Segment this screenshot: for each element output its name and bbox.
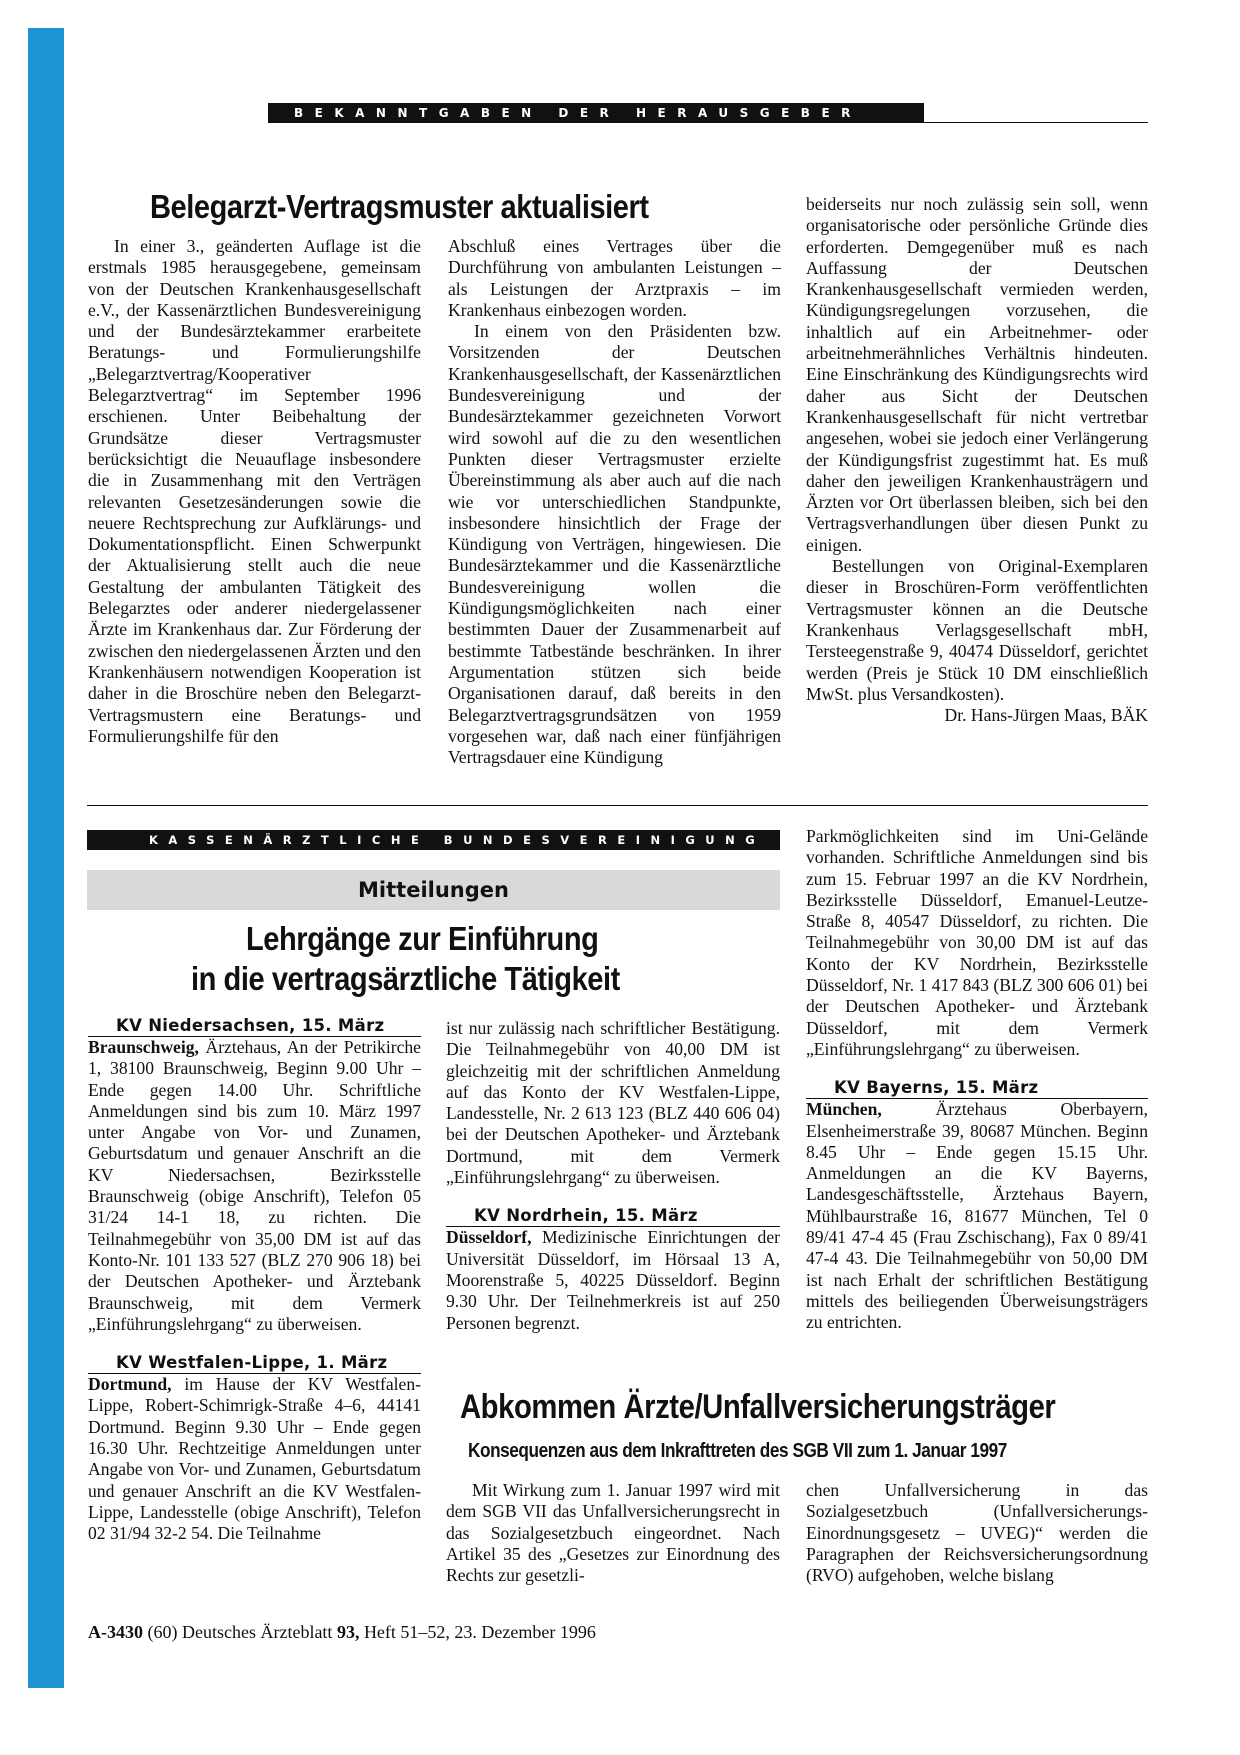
- article1-title: Belegarzt-Vertragsmuster aktualisiert: [150, 188, 649, 225]
- section2-col3: [806, 826, 1148, 1334]
- section2-col1: [88, 1016, 421, 1545]
- blue-margin-bar: [28, 28, 64, 1688]
- article1-col1: [88, 236, 421, 747]
- kv-westfalen-heading: KV Westfalen-Lippe, 1. März: [88, 1353, 421, 1374]
- kv-bayerns-heading: KV Bayerns, 15. März: [806, 1078, 1148, 1099]
- middle-rule: [87, 805, 1148, 806]
- article3-paragraph: chen Unfallversicherung in das Sozialgesetzbuch (Unfallversicherungs-Einordnungsgesetz – UVEG)“ werden die Paragraphen der Reichsversicherungsordnung (RVO) aufgehoben, welche bislang: [806, 1480, 1148, 1586]
- section2-title-line1: Lehrgänge zur Einführung: [246, 920, 599, 957]
- volume-number: 93,: [336, 1622, 360, 1642]
- kv-nordrhein-text: Düsseldorf, Medizinische Einrichtungen der Universität Düsseldorf, im Hörsaal 13 A, Moorenstraße 5, 40225 Düsseldorf. Beginn 9.30 Uhr. Der Teilnehmerkreis ist auf 250 Personen begrenzt.: [446, 1227, 780, 1333]
- issue-date: Heft 51–52, 23. Dezember 1996: [363, 1622, 596, 1642]
- mitteilungen-box: Mitteilungen: [87, 870, 780, 910]
- kv-westfalen-text-cont: ist nur zulässig nach schriftlicher Bestätigung. Die Teilnahmegebühr von 40,00 DM ist gleichzeitig mit der schriftlichen Anmeldung auf das Konto der KV Westfalen-Lippe, Landesstelle, Nr. 2 613 123 (BLZ 440 606 04) bei der Deutschen Apotheker- und Ärztebank Dortmund, mit dem Vermerk „Einführungslehrgang“ zu überweisen.: [446, 1018, 780, 1188]
- issue-prefix: (60) Deutsches Ärzteblatt: [147, 1622, 333, 1642]
- kv-niedersachsen-heading: KV Niedersachsen, 15. März: [88, 1016, 421, 1037]
- article3-title: Abkommen Ärzte/Unfallversicherungsträger: [460, 1388, 1056, 1426]
- article1-paragraph: In einer 3., geänderten Auflage ist die erstmals 1985 herausgegebene, gemeinsam von der Deutschen Krankenhausgesellschaft e.V., der Kassenärztlichen Bundesvereinigung und der Bundesärztekammer erarbeitete Beratungs- und Formulierungshilfe „Belegarztvertrag/Kooperativer Belegarztvertrag“ im September 1996 erschienen. Unter Beibehaltung der Grundsätze dieser Vertragsmuster berücksichtigt die Neuauflage insbesondere die in Zusammenhang mit den Verträgen relevanten Gesetzesänderungen sowie die neuere Rechtsprechung zur Aufklärungs- und Dokumentationspflicht. Einen Schwerpunkt der Aktualisierung stellt auch die neue Gestaltung der ambulanten Tätigkeit des Belegarztes oder anderer niedergelassener Ärzte im Krankenhaus dar. Zur Förderung der zwischen den niedergelassenen Ärzten und den Krankenhäusern notwendigen Kooperation ist daher in die Broschüre neben den Belegarzt-Vertragsmustern eine Beratungs- und Formulierungshilfe für den: [88, 236, 421, 746]
- article3-subtitle: Konsequenzen aus dem Inkrafttreten des SGB VII zum 1. Januar 1997: [468, 1440, 1007, 1462]
- article3-paragraph: Mit Wirkung zum 1. Januar 1997 wird mit dem SGB VII das Unfallversicherungsrecht in das Sozialgesetzbuch eingeordnet. Nach Artikel 35 des „Gesetzes zur Einordnung des Rechts zur gesetzli-: [446, 1480, 780, 1586]
- article1-paragraph: Bestellungen von Original-Exemplaren dieser in Broschüren-Form veröffentlichten Vertragsmuster können an die Deutsche Krankenhaus Verlagsgesellschaft mbH, Tersteegenstraße 9, 40474 Düsseldorf, gerichtet werden (Preis je Stück 10 DM einschließlich MwSt. plus Versandkosten).: [806, 556, 1148, 704]
- article1-col3: [806, 194, 1148, 726]
- top-rule: [268, 122, 1148, 123]
- article1-paragraph: In einem von den Präsidenten bzw. Vorsitzenden der Deutschen Krankenhausgesellschaft, der Kassenärztlichen Bundesvereinigung und der Bundesärztekammer gezeichneten Vorwort wird sowohl auf die zu den wesentlichen Punkten dieser Vertragsmuster erzielte Übereinstimmung als aber auch auf die nach wie vor unterschiedlichen Standpunkte, insbesondere hinsichtlich der Frage der Kündigung von Verträgen, hingewiesen. Die Bundesärztekammer und die Kassenärztliche Bundesvereinigung wollen die Kündigungsmöglichkeiten nach einer bestimmten Dauer der Zusammenarbeit auf bestimmte Tatbestände beschränken. In ihrer Argumentation stützen sich beide Organisationen darauf, daß bereits in den Belegarztvertragsgrundsätzen von 1959 vorgesehen war, daß nach einer fünfjährigen Vertragsdauer eine Kündigung: [448, 321, 781, 768]
- kv-westfalen-text: Dortmund, im Hause der KV Westfalen-Lippe, Robert-Schimrigk-Straße 4–6, 44141 Dortmund. Beginn 9.30 Uhr – Ende gegen 16.30 Uhr. Rechtzeitige Anmeldungen unter Angabe von Vor- und Zunamen, Geburtsdatum und genauer Anschrift an die KV Westfalen-Lippe, Landesstelle (obige Anschrift), Telefon 02 31/94 32-2 54. Die Teilnahme: [88, 1374, 421, 1544]
- article1-signature: Dr. Hans-Jürgen Maas, BÄK: [944, 705, 1148, 726]
- article1-paragraph: Abschluß eines Vertrages über die Durchführung von ambulanten Leistungen – als Leistungen der Arztpraxis – im Krankenhaus einbezogen worden.: [448, 236, 781, 320]
- kv-niedersachsen-text: Braunschweig, Ärztehaus, An der Petrikirche 1, 38100 Braunschweig, Beginn 9.00 Uhr – Ende gegen 14.00 Uhr. Schriftliche Anmeldungen sind bis zum 10. März 1997 unter Angabe von Vor- und Zunamen, Geburtsdatum und genauer Anschrift an die KV Niedersachsen, Bezirksstelle Braunschweig (obige Anschrift), Telefon 05 31/24 14-1 18, zu richten. Die Teilnahmegebühr von 35,00 DM ist auf das Konto-Nr. 101 133 527 (BLZ 270 906 18) bei der Deutschen Apotheker- und Ärztebank Braunschweig, mit dem Vermerk „Einführungslehrgang“ zu überweisen.: [88, 1037, 421, 1334]
- page-footer: [88, 1622, 596, 1643]
- kv-bayerns-text: München, Ärztehaus Oberbayern, Elsenheimerstraße 39, 80687 München. Beginn 8.45 Uhr – Ende gegen 15.15 Uhr. Anmeldungen an die KV Bayerns, Landesgeschäftsstelle, Ärztehaus Bayern, Mühlbaurstraße 16, 81677 München, Tel 0 89/41 47-4 45 (Frau Zschischang), Fax 0 89/41 47-4 43. Die Teilnahmegebühr von 50,00 DM ist nach Erhalt der schriftlichen Bestätigung mittels des beiliegenden Überweisungsträgers zu entrichten.: [806, 1099, 1148, 1333]
- article1-paragraph: beiderseits nur noch zulässig sein soll, wenn organisatorische oder persönliche Gründe dies erforderten. Demgegenüber muß es nach Auffassung der Deutschen Krankenhausgesellschaft vermieden werden, Kündigungsregelungen vorzusehen, die inhaltlich auf ein Arbeitnehmer- oder arbeitnehmerähnliches Verhältnis hindeuten. Eine Einschränkung des Kündigungsrechts wird daher aus Sicht der Deutschen Krankenhausgesellschaft für nicht vertretbar angesehen, wobei sie jedoch einer Verlängerung der Kündigungsfrist zugestimmt hat. Es muß daher den jeweiligen Krankenhausträgern und Ärzten vor Ort überlassen bleiben, sich bei den Vertragsverhandlungen über diesen Punkt zu einigen.: [806, 194, 1148, 555]
- section-kicker-kbv: KASSENÄRZTLICHE BUNDESVEREINIGUNG: [87, 830, 780, 850]
- section2-col2: [446, 1018, 780, 1334]
- section2-title-line2: in die vertragsärztliche Tätigkeit: [191, 960, 620, 997]
- kv-nordrhein-heading: KV Nordrhein, 15. März: [446, 1206, 780, 1227]
- kv-nordrhein-text-cont: Parkmöglichkeiten sind im Uni-Gelände vorhanden. Schriftliche Anmeldungen sind bis zum 15. Februar 1997 an die KV Nordrhein, Bezirksstelle Düsseldorf, Emanuel-Leutze-Straße 8, 40547 Düsseldorf, zu richten. Die Teilnahmegebühr von 30,00 DM ist auf das Konto der KV Nordrhein, Bezirksstelle Düsseldorf, Nr. 1 417 843 (BLZ 300 606 01) bei der Deutschen Apotheker- und Ärztebank Düsseldorf, mit dem Vermerk „Einführungslehrgang“ zu überweisen.: [806, 826, 1148, 1059]
- article3-col2: [806, 1480, 1148, 1586]
- article1-col2: [448, 236, 781, 768]
- article3-col1: [446, 1480, 780, 1586]
- page-number: A-3430: [88, 1622, 143, 1642]
- section-kicker-top: BEKANNTGABEN DER HERAUSGEBER: [268, 103, 924, 123]
